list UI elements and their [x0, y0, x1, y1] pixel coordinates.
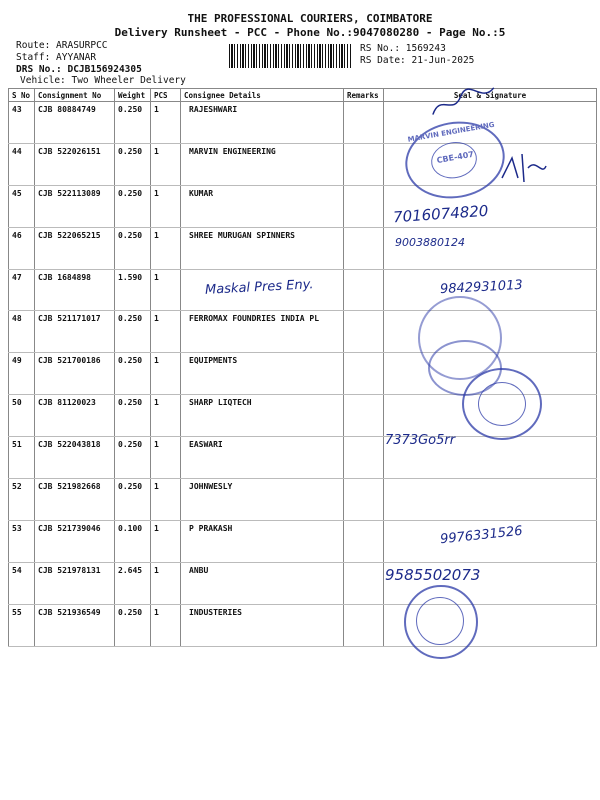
- col-sno: S No: [9, 89, 35, 102]
- cell-remarks: [344, 479, 384, 521]
- cell-sno: 47: [9, 269, 35, 311]
- phone-45: 7016074820: [392, 201, 489, 227]
- company-title: THE PROFESSIONAL COURIERS, COIMBATORE: [187, 12, 433, 25]
- table-row: [9, 604, 597, 646]
- cell-consignment: CJB 521982668: [35, 479, 115, 521]
- cell-weight: 0.250: [115, 479, 151, 521]
- cell-sno: 46: [9, 227, 35, 269]
- cell-weight: 0.250: [115, 353, 151, 395]
- cell-consignment: CJB 522065215: [35, 227, 115, 269]
- col-remarks: Remarks: [344, 89, 384, 102]
- industeries-stamp: [404, 585, 478, 659]
- cell-consignee: EQUIPMENTS: [181, 353, 344, 395]
- col-weight: Weight: [115, 89, 151, 102]
- cell-seal: [384, 479, 597, 521]
- cell-consignment: CJB 81120023: [35, 395, 115, 437]
- cell-weight: 0.250: [115, 437, 151, 479]
- drs-number: DRS No.: DCJB156924305: [16, 64, 142, 75]
- signature-44-svg: [498, 148, 548, 188]
- cell-weight: 0.250: [115, 102, 151, 144]
- table-row: [9, 311, 597, 353]
- cell-sno: 53: [9, 520, 35, 562]
- phone-51: 7373Go5rr: [385, 433, 456, 448]
- cell-pcs: 1: [151, 269, 181, 311]
- staff: Staff: AYYANAR: [16, 52, 97, 63]
- cell-consignee: SHREE MURUGAN SPINNERS: [181, 227, 344, 269]
- cell-sno: 44: [9, 143, 35, 185]
- cell-consignee: SHARP LIQTECH: [181, 395, 344, 437]
- cell-consignee: P PRAKASH: [181, 520, 344, 562]
- cell-remarks: [344, 102, 384, 144]
- cell-consignment: CJB 521171017: [35, 311, 115, 353]
- table-header: [9, 89, 597, 102]
- cell-consignment: CJB 522026151: [35, 143, 115, 185]
- cell-pcs: 1: [151, 227, 181, 269]
- route: Route: ARASURPCC: [16, 40, 108, 51]
- cell-pcs: 1: [151, 479, 181, 521]
- table-row: [9, 437, 597, 479]
- phone-46: 9003880124: [395, 236, 465, 249]
- col-consignee: Consignee Details: [181, 89, 344, 102]
- phone-54: 9585502073: [385, 566, 481, 584]
- signature-44: [498, 148, 548, 192]
- cell-remarks: [344, 185, 384, 227]
- cell-pcs: 1: [151, 353, 181, 395]
- cell-sno: 50: [9, 395, 35, 437]
- cell-sno: 43: [9, 102, 35, 144]
- col-pcs: PCS: [151, 89, 181, 102]
- col-consignment: Consignment No: [35, 89, 115, 102]
- cell-consignment: CJB 521700186: [35, 353, 115, 395]
- cell-consignee: INDUSTERIES: [181, 604, 344, 646]
- cell-sno: 54: [9, 562, 35, 604]
- cell-weight: 2.645: [115, 562, 151, 604]
- cell-sno: 49: [9, 353, 35, 395]
- cell-weight: 0.100: [115, 520, 151, 562]
- cell-remarks: [344, 227, 384, 269]
- cell-weight: 0.250: [115, 395, 151, 437]
- cell-consignee: FERROMAX FOUNDRIES INDIA PL: [181, 311, 344, 353]
- cell-consignee: MARVIN ENGINEERING: [181, 143, 344, 185]
- cell-remarks: [344, 437, 384, 479]
- cell-pcs: 1: [151, 143, 181, 185]
- cell-remarks: [344, 353, 384, 395]
- cell-pcs: 1: [151, 395, 181, 437]
- consignee-47-handwritten: Maskal Pres Eny.: [204, 277, 314, 298]
- cell-weight: 0.250: [115, 143, 151, 185]
- cell-sno: 51: [9, 437, 35, 479]
- cell-sno: 55: [9, 604, 35, 646]
- cell-pcs: 1: [151, 102, 181, 144]
- cell-consignee: JOHNWESLY: [181, 479, 344, 521]
- cell-weight: 1.590: [115, 269, 151, 311]
- runsheet-subtitle: Delivery Runsheet - PCC - Phone No.:9047080280 - Page No.:5: [114, 26, 506, 39]
- table-row: [9, 227, 597, 269]
- cell-pcs: 1: [151, 604, 181, 646]
- cell-consignment: CJB 1684898: [35, 269, 115, 311]
- cell-remarks: [344, 604, 384, 646]
- cell-remarks: [344, 520, 384, 562]
- cell-consignee: ANBU: [181, 562, 344, 604]
- cell-pcs: 1: [151, 185, 181, 227]
- sharp-stamp: [462, 368, 542, 440]
- cell-pcs: 1: [151, 520, 181, 562]
- cell-remarks: [344, 395, 384, 437]
- cell-pcs: 1: [151, 437, 181, 479]
- cell-consignment: CJB 522113089: [35, 185, 115, 227]
- table-row: [9, 479, 597, 521]
- cell-pcs: 1: [151, 311, 181, 353]
- cell-remarks: [344, 311, 384, 353]
- cell-consignment: CJB 521936549: [35, 604, 115, 646]
- cell-weight: 0.250: [115, 185, 151, 227]
- cell-consignment: CJB 80884749: [35, 102, 115, 144]
- cell-consignee: EASWARI: [181, 437, 344, 479]
- table-row: [9, 102, 597, 144]
- marvin-stamp-code: CBE-407: [436, 149, 475, 166]
- cell-weight: 0.250: [115, 227, 151, 269]
- cell-weight: 0.250: [115, 311, 151, 353]
- table-row: [9, 562, 597, 604]
- cell-remarks: [344, 562, 384, 604]
- cell-sno: 52: [9, 479, 35, 521]
- cell-remarks: [344, 269, 384, 311]
- cell-consignment: CJB 521739046: [35, 520, 115, 562]
- vehicle: Vehicle: Two Wheeler Delivery: [20, 75, 186, 86]
- rs-date: RS Date: 21-Jun-2025: [360, 55, 475, 66]
- cell-sno: 45: [9, 185, 35, 227]
- phone-47: 9842931013: [439, 277, 524, 298]
- cell-consignment: CJB 521978131: [35, 562, 115, 604]
- cell-consignee: KUMAR: [181, 185, 344, 227]
- marvin-stamp-text: MARVIN ENGINEERING: [407, 120, 496, 144]
- cell-sno: 48: [9, 311, 35, 353]
- cell-pcs: 1: [151, 562, 181, 604]
- cell-weight: 0.250: [115, 604, 151, 646]
- phone-53: 9976331526: [439, 523, 524, 548]
- cell-consignment: CJB 522043818: [35, 437, 115, 479]
- cell-remarks: [344, 143, 384, 185]
- rs-number: RS No.: 1569243: [360, 43, 446, 54]
- col-seal: Seal & Signature: [384, 89, 597, 102]
- cell-consignee: RAJESHWARI: [181, 102, 344, 144]
- barcode: [229, 44, 352, 68]
